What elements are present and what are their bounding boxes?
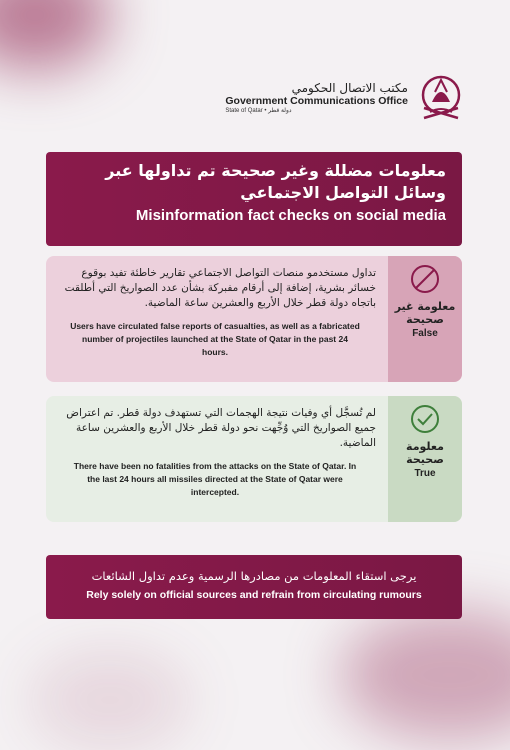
false-badge — [388, 256, 462, 382]
card-body — [54, 266, 376, 359]
title-english: Misinformation fact checks on social media — [135, 207, 446, 225]
footer-banner — [46, 555, 462, 619]
checkmark-icon — [410, 404, 440, 434]
true-claim-card — [46, 396, 462, 522]
background-blob — [340, 610, 510, 740]
status-label-english: True — [414, 468, 436, 480]
footer-english: Rely solely on official sources and refrain from circulating rumours — [86, 589, 422, 601]
qatar-emblem-icon — [418, 72, 464, 122]
card-text-arabic: تداول مستخدمو منصات التواصل الاجتماعي تقارير خاطئة تفيد بوقوع خسائر بشرية، إضافة إلى أرقام مفبركة بشأن عدد الصواريخ التي أطلقت باتجاه دولة قطر خلال الأربع والعشرين ساعة الماضية. — [64, 267, 376, 310]
card-text-english: Users have circulated false reports of casualties, as well as a fabricated number of projectiles launched at the State of Qatar in the past 24 hours. — [70, 320, 360, 357]
background-blob — [0, 0, 110, 70]
background-blob — [30, 650, 190, 750]
title-banner — [46, 152, 462, 246]
false-claim-card — [46, 256, 462, 382]
status-label-english: False — [412, 328, 438, 340]
org-name-block — [225, 81, 408, 114]
card-text-english: There have been no fatalities from the attacks on the State of Qatar. In the last 24 hours all missiles directed at the State of Qatar were intercepted. — [73, 460, 357, 497]
header — [225, 72, 464, 122]
org-name-english: Government Communications Office — [225, 94, 408, 107]
true-badge — [388, 396, 462, 522]
state-label: State of Qatar • دولة قطر — [225, 107, 292, 114]
title-arabic: معلومات مضللة وغير صحيحة تم تداولها عبر وسائل التواصل الاجتماعي — [105, 161, 446, 202]
status-label-arabic: معلومة غير صحيحة — [394, 300, 456, 327]
footer-arabic: يرجى استقاء المعلومات من مصادرها الرسمية وعدم تداول الشائعات — [91, 569, 417, 583]
status-label-arabic: معلومة صحيحة — [406, 440, 444, 467]
prohibited-icon — [410, 264, 440, 294]
card-text-arabic: لم تُسجَّل أي وفيات نتيجة الهجمات التي تستهدف دولة قطر. تم اعتراض جميع الصواريخ التي وُجِّهت نحو دولة قطر خلال الأربع والعشرين ساعة الماضية. — [66, 407, 376, 450]
card-body — [54, 406, 376, 499]
org-name-arabic: مكتب الاتصال الحكومي — [291, 80, 408, 95]
